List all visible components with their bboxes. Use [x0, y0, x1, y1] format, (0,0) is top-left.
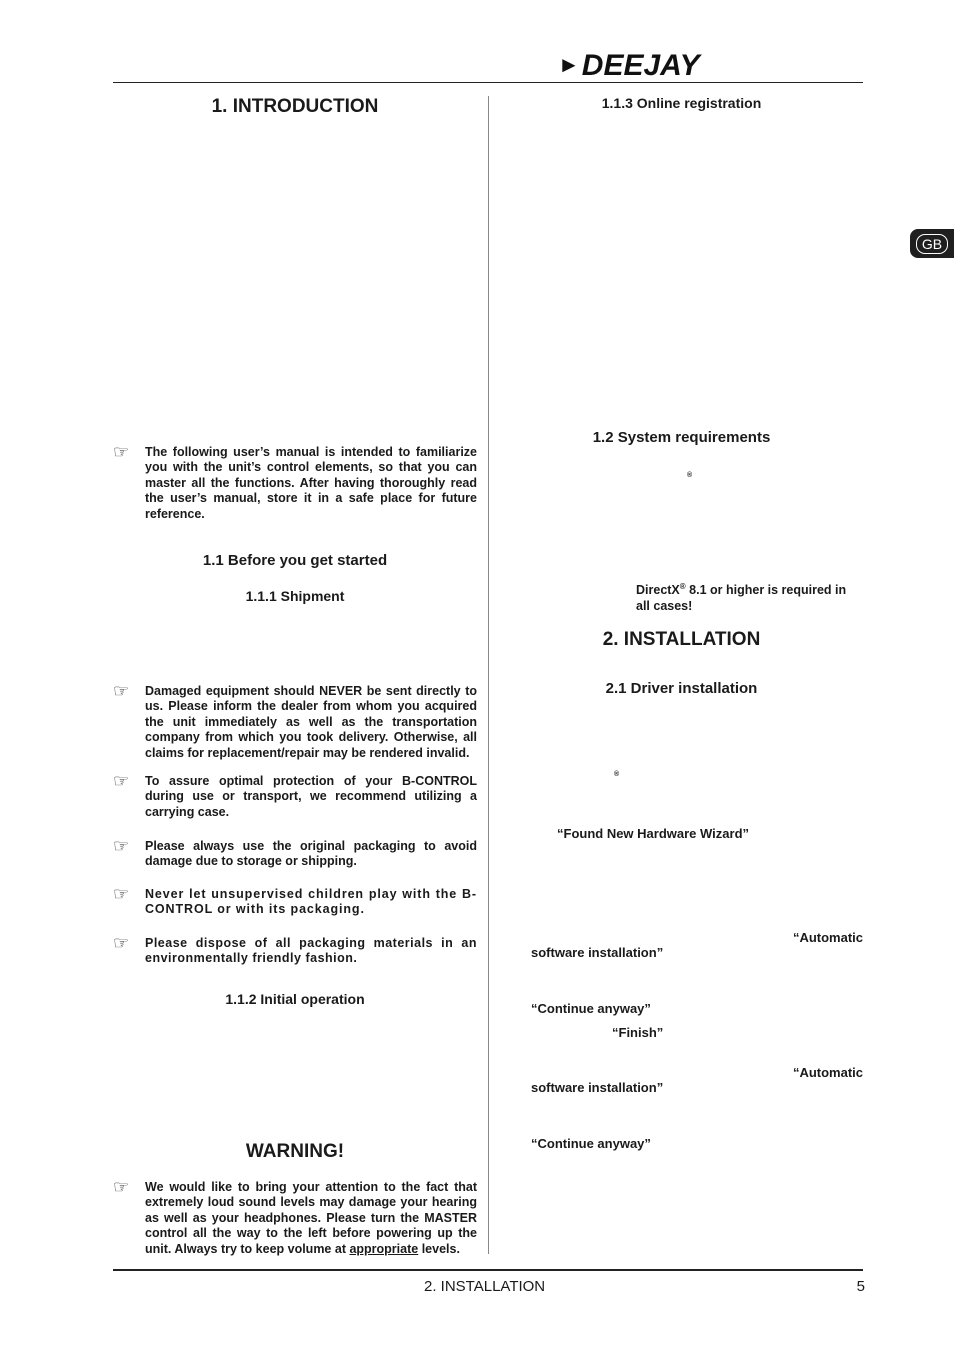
note-protection: To assure optimal protection of your B-CONTROL during use or transport, we recommend utilizing a carrying case. — [145, 774, 477, 819]
continue-anyway-2: “Continue anyway” — [531, 1136, 651, 1151]
header-rule — [113, 82, 863, 83]
warning-heading: WARNING! — [245, 1141, 345, 1162]
automatic-install-1b: software installation” — [531, 945, 664, 960]
language-tab — [910, 229, 954, 258]
note-packaging: Please always use the original packaging to avoid damage due to storage or shipping. — [145, 839, 477, 869]
note-dispose: Please dispose of all packaging materials in an environmentally friendly fashion. — [145, 936, 477, 966]
automatic-install-2a: “Automatic — [792, 1065, 863, 1080]
found-new-hardware-wizard: “Found New Hardware Wizard” — [557, 826, 750, 841]
installation-heading: 2. INSTALLATION — [602, 629, 761, 650]
language-label: GB — [916, 234, 948, 254]
directx-reg-mark: ® — [679, 582, 686, 591]
registered-mark: ® — [614, 771, 620, 778]
directx-note — [636, 579, 863, 614]
warning-text-start: We would like to bring your attention to the fact that extremely loud sound levels may damage your hearing as well as your headphones. Please turn the MASTER control all the way to the left before powering up the unit. Always try to keep volume at — [145, 1180, 477, 1256]
footer-rule — [113, 1269, 863, 1271]
pointing-hand-icon: ☞ — [113, 442, 130, 462]
shipment-heading: 1.1.1 Shipment — [245, 588, 345, 604]
directx-label: DirectX — [636, 583, 680, 598]
pointing-hand-icon: ☞ — [113, 771, 130, 791]
directx-text: 8.1 or higher is required in all cases! — [636, 583, 847, 613]
initial-operation-heading: 1.1.2 Initial operation — [225, 991, 365, 1007]
pointing-hand-icon: ☞ — [113, 933, 130, 953]
note-manual: The following user’s manual is intended to familiarize you with the unit’s control elements, so that you can master all the functions. After having thoroughly read the user’s manual, store it in a safe place for future reference. — [145, 445, 477, 521]
pointing-hand-icon: ☞ — [113, 1177, 130, 1197]
before-you-get-started-heading: 1.1 Before you get started — [202, 552, 388, 569]
pointing-hand-icon: ☞ — [113, 884, 130, 904]
registered-mark: ® — [687, 472, 693, 479]
column-divider — [488, 96, 489, 1254]
deejay-logo — [558, 50, 718, 82]
automatic-install-1a: “Automatic — [792, 930, 863, 945]
page-number: 5 — [856, 1278, 865, 1295]
online-registration-heading: 1.1.3 Online registration — [601, 95, 762, 111]
warning-text-end: levels. — [418, 1241, 460, 1256]
automatic-install-2b: software installation” — [531, 1080, 664, 1095]
continue-anyway-1: “Continue anyway” — [531, 1001, 651, 1016]
introduction-heading: 1. INTRODUCTION — [211, 96, 379, 117]
driver-installation-heading: 2.1 Driver installation — [605, 680, 758, 697]
finish-label: “Finish” — [612, 1025, 664, 1040]
system-requirements-heading: 1.2 System requirements — [592, 429, 771, 446]
footer-section: 2. INSTALLATION — [424, 1278, 546, 1295]
note-warning — [145, 1180, 477, 1257]
play-triangle-icon: ► — [558, 52, 580, 77]
logo-text: DEEJAY — [581, 49, 700, 82]
note-children: Never let unsupervised children play with the B-CONTROL or with its packaging. — [145, 887, 477, 917]
warning-text-underline: appropriate — [349, 1241, 419, 1256]
pointing-hand-icon: ☞ — [113, 836, 130, 856]
note-damaged-equipment: Damaged equipment should NEVER be sent directly to us. Please inform the dealer from whom you acquired the unit immediately as well as the transportation company from which you took delivery. Otherwise, all claims for replacement/repair may be rendered invalid. — [145, 684, 477, 760]
pointing-hand-icon: ☞ — [113, 681, 130, 701]
